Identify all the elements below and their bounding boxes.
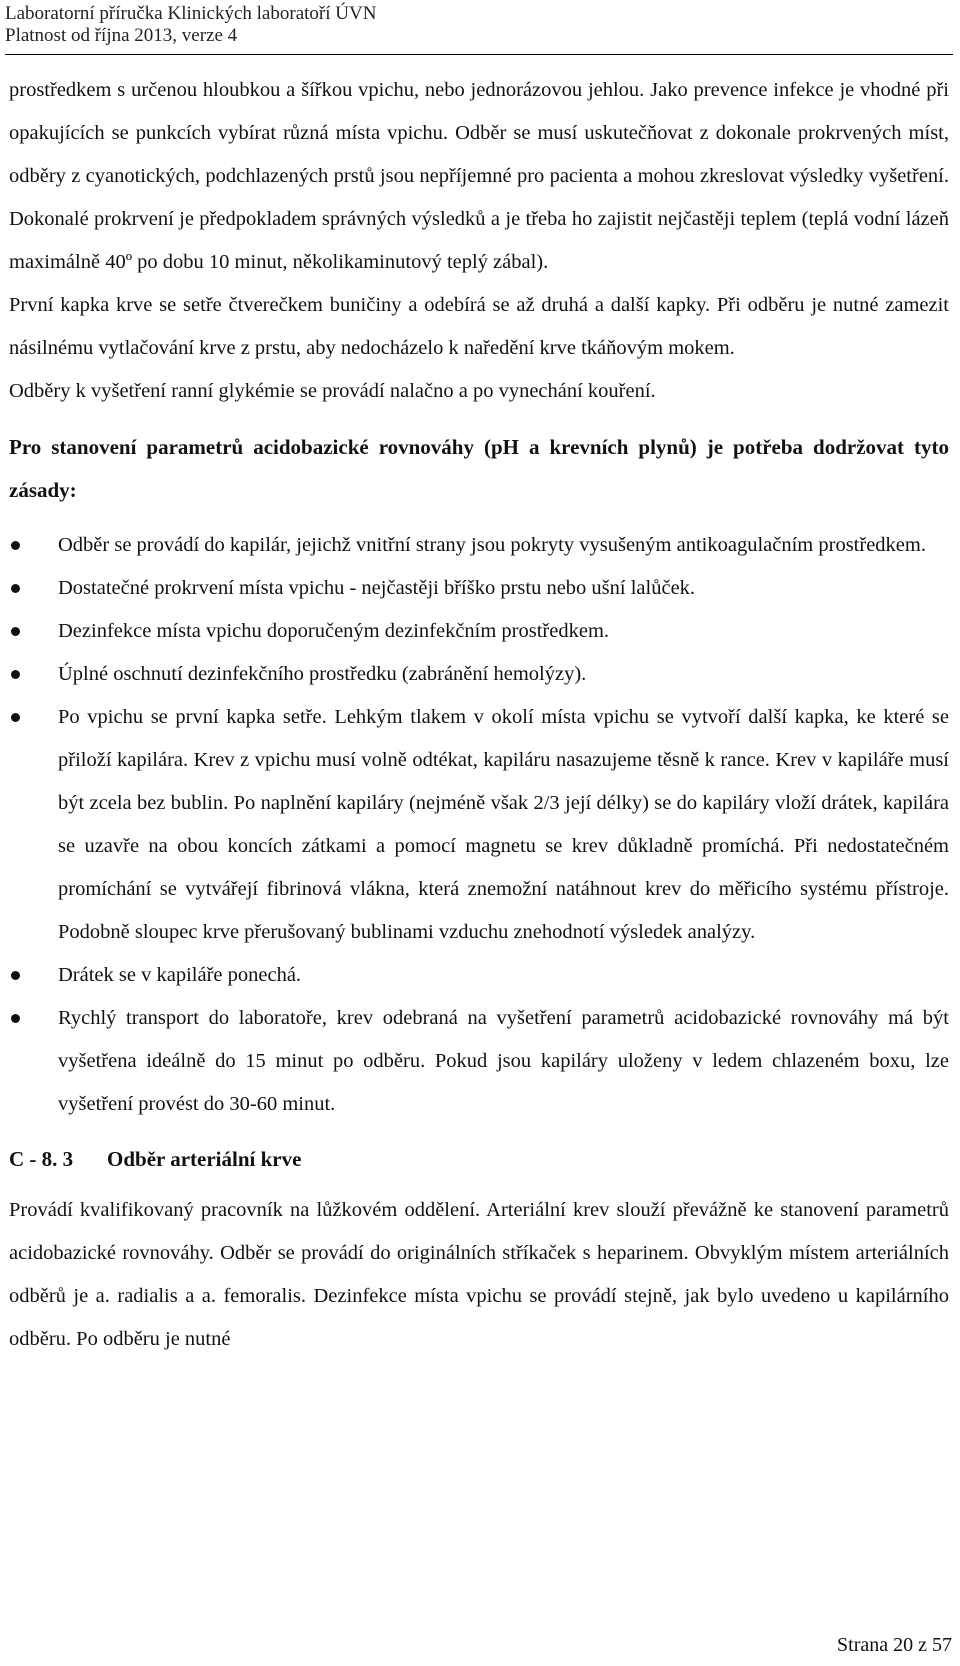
bullet-icon [11, 670, 20, 679]
header-title: Laboratorní příručka Klinických laboratoří ÚVN [5, 3, 377, 24]
body-paragraph: prostředkem s určenou hloubkou a šířkou vpichu, nebo jednorázovou jehlou. Jako prevence infekce je vhodné při opakujících se punkcích vybírat různá místa vpichu. Odběr se musí uskutečňovat z dokonale prokrvených míst, odběry z cyanotických, podchlazených prstů jsou nepříjemné pro pacienta a mohou zkreslovat výsledky vyšetření. Dokonalé prokrvení je předpokladem správných výsledků a je třeba ho zajistit nejčastěji teplem (teplá vodní lázeň maximálně 40º po dobu 10 minut, několikaminutový teplý zábal). [9, 79, 949, 273]
bullet-icon [11, 584, 20, 593]
subsection-heading [9, 1138, 949, 1181]
header-divider [5, 54, 953, 55]
bullet-text: Dezinfekce místa vpichu doporučeným dezinfekčním prostředkem. [58, 620, 610, 642]
bullet-item [9, 653, 949, 696]
page-number: Strana 20 z 57 [837, 1634, 952, 1656]
section-heading: Pro stanovení parametrů acidobazické rovnováhy (pH a krevních plynů) je potřeba dodržovat tyto zásady: [9, 435, 949, 502]
bullet-text: Odběr se provádí do kapilár, jejichž vnitřní strany jsou pokryty vysušeným antikoagulačním prostředkem. [58, 534, 926, 556]
document-header [5, 3, 951, 47]
bullet-icon [11, 971, 20, 980]
bullet-text: Rychlý transport do laboratoře, krev odebraná na vyšetření parametrů acidobazické rovnováhy má být vyšetřena ideálně do 15 minut po odběru. Pokud jsou kapiláry uloženy v ledem chlazeném boxu, lze vyšetření provést do 30-60 minut. [58, 1007, 949, 1115]
bullet-text: Dostatečné prokrvení místa vpichu - nejčastěji bříško prstu nebo ušní lalůček. [58, 577, 696, 599]
bullet-text: Po vpichu se první kapka setře. Lehkým tlakem v okolí místa vpichu se vytvoří další kapka, ke které se přiloží kapilára. Krev z vpichu musí volně odtékat, kapiláru nasazujeme těsně k rance. Krev v kapiláře musí být zcela bez bublin. Po naplnění kapiláry (nejméně však 2/3 její délky) se do kapiláry vloží drátek, kapilára se uzavře na obou koncích zátkami a pomocí magnetu se krev důkladně promíchá. Při nedostatečném promíchání se vytvářejí fibrinová vlákna, která znemožní natáhnout krev do měřicího systému přístroje. Podobně sloupec krve přerušovaný bublinami vzduchu znehodnotí výsledek analýzy. [58, 706, 949, 943]
bullet-icon [11, 541, 20, 550]
bullet-icon [11, 713, 20, 722]
bullet-list [9, 524, 949, 1126]
bullet-item [9, 954, 949, 997]
bullet-text: Úplné oschnutí dezinfekčního prostředku (zabránění hemolýzy). [58, 663, 587, 685]
body-paragraph: První kapka krve se setře čtverečkem buničiny a odebírá se až druhá a další kapky. Při odběru je nutné zamezit násilnému vytlačování krve z prstu, aby nedocházelo k naředění krve tkáňovým mokem. [9, 294, 949, 359]
bullet-item [9, 567, 949, 610]
bullet-icon [11, 1014, 20, 1023]
bullet-item [9, 997, 949, 1126]
bullet-text: Drátek se v kapiláře ponechá. [58, 964, 302, 986]
subsection-number: C - 8. 3 [9, 1147, 74, 1171]
bullet-item [9, 696, 949, 954]
subsection-title: Odběr arteriální krve [107, 1147, 302, 1171]
bullet-icon [11, 627, 20, 636]
header-version: Platnost od října 2013, verze 4 [5, 25, 238, 46]
bullet-item [9, 524, 949, 567]
body-paragraph: Provádí kvalifikovaný pracovník na lůžkovém oddělení. Arteriální krev slouží převážně ke stanovení parametrů acidobazické rovnováhy. Odběr se provádí do originálních stříkaček s heparinem. Obvyklým místem arteriálních odběrů je a. radialis a a. femoralis. Dezinfekce místa vpichu se provádí stejně, jak bylo uvedeno u kapilárního odběru. Po odběru je nutné [9, 1199, 949, 1350]
body-paragraph: Odběry k vyšetření ranní glykémie se provádí nalačno a po vynechání kouření. [9, 380, 656, 402]
page-body [9, 69, 949, 1361]
bullet-item [9, 610, 949, 653]
